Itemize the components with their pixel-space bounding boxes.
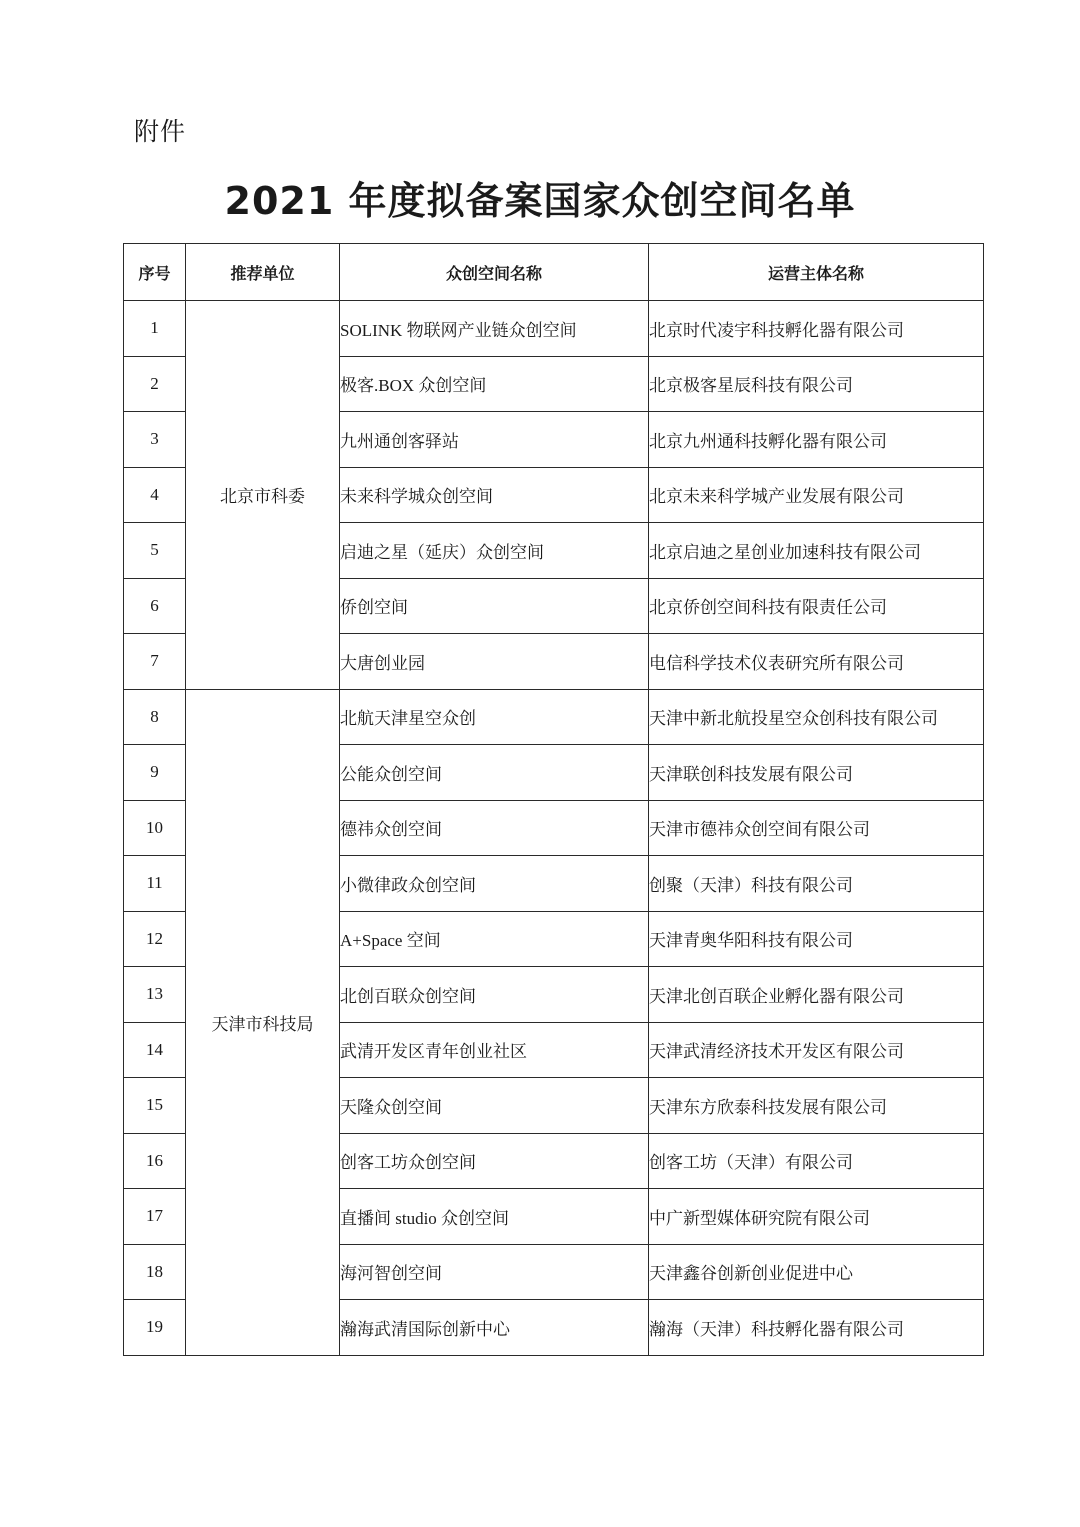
table-row (124, 689, 984, 745)
space-name: 创客工坊众创空间 (340, 1133, 649, 1189)
operator-name: 天津东方欣泰科技发展有限公司 (649, 1078, 984, 1134)
operator-name: 天津北创百联企业孵化器有限公司 (649, 967, 984, 1023)
row-number: 13 (124, 967, 186, 1023)
operator-name: 天津武清经济技术开发区有限公司 (649, 1022, 984, 1078)
operator-name: 天津中新北航投星空众创科技有限公司 (649, 689, 984, 745)
recommending-unit: 北京市科委 (186, 301, 340, 690)
space-name: 武清开发区青年创业社区 (340, 1022, 649, 1078)
row-number: 7 (124, 634, 186, 690)
row-number: 16 (124, 1133, 186, 1189)
space-name: 九州通创客驿站 (340, 412, 649, 468)
row-number: 4 (124, 467, 186, 523)
space-name: 直播间 studio 众创空间 (340, 1189, 649, 1245)
space-name: 未来科学城众创空间 (340, 467, 649, 523)
operator-name: 瀚海（天津）科技孵化器有限公司 (649, 1300, 984, 1356)
row-number: 3 (124, 412, 186, 468)
space-name: 启迪之星（延庆）众创空间 (340, 523, 649, 579)
space-name: A+Space 空间 (340, 911, 649, 967)
operator-name: 北京时代凌宇科技孵化器有限公司 (649, 301, 984, 357)
roster-body (124, 301, 984, 1356)
header-number: 序号 (124, 244, 186, 301)
operator-name: 天津鑫谷创新创业促进中心 (649, 1244, 984, 1300)
space-name: 海河智创空间 (340, 1244, 649, 1300)
operator-name: 中广新型媒体研究院有限公司 (649, 1189, 984, 1245)
space-name: 北创百联众创空间 (340, 967, 649, 1023)
space-name: 瀚海武清国际创新中心 (340, 1300, 649, 1356)
roster-table (123, 243, 984, 1356)
row-number: 10 (124, 800, 186, 856)
space-name: 德祎众创空间 (340, 800, 649, 856)
document-title: 2021 年度拟备案国家众创空间名单 (224, 179, 856, 223)
space-name: 小微律政众创空间 (340, 856, 649, 912)
row-number: 6 (124, 578, 186, 634)
space-name: SOLINK 物联网产业链众创空间 (340, 301, 649, 357)
space-name: 公能众创空间 (340, 745, 649, 801)
space-name: 天隆众创空间 (340, 1078, 649, 1134)
row-number: 5 (124, 523, 186, 579)
operator-name: 天津市德祎众创空间有限公司 (649, 800, 984, 856)
row-number: 18 (124, 1244, 186, 1300)
row-number: 15 (124, 1078, 186, 1134)
operator-name: 创聚（天津）科技有限公司 (649, 856, 984, 912)
header-space-name: 众创空间名称 (340, 244, 649, 301)
operator-name: 北京未来科学城产业发展有限公司 (649, 467, 984, 523)
row-number: 11 (124, 856, 186, 912)
row-number: 8 (124, 689, 186, 745)
space-name: 大唐创业园 (340, 634, 649, 690)
operator-name: 创客工坊（天津）有限公司 (649, 1133, 984, 1189)
operator-name: 天津青奥华阳科技有限公司 (649, 911, 984, 967)
space-name: 北航天津星空众创 (340, 689, 649, 745)
header-operator-name: 运营主体名称 (649, 244, 984, 301)
row-number: 19 (124, 1300, 186, 1356)
table-row (124, 301, 984, 357)
operator-name: 北京启迪之星创业加速科技有限公司 (649, 523, 984, 579)
operator-name: 电信科学技术仪表研究所有限公司 (649, 634, 984, 690)
operator-name: 北京侨创空间科技有限责任公司 (649, 578, 984, 634)
header-recommending-unit: 推荐单位 (186, 244, 340, 301)
attachment-label: 附件 (134, 117, 187, 146)
space-name: 侨创空间 (340, 578, 649, 634)
row-number: 17 (124, 1189, 186, 1245)
operator-name: 天津联创科技发展有限公司 (649, 745, 984, 801)
row-number: 14 (124, 1022, 186, 1078)
recommending-unit: 天津市科技局 (186, 689, 340, 1355)
row-number: 1 (124, 301, 186, 357)
operator-name: 北京极客星辰科技有限公司 (649, 356, 984, 412)
row-number: 12 (124, 911, 186, 967)
row-number: 2 (124, 356, 186, 412)
row-number: 9 (124, 745, 186, 801)
space-name: 极客.BOX 众创空间 (340, 356, 649, 412)
operator-name: 北京九州通科技孵化器有限公司 (649, 412, 984, 468)
table-header-row (124, 244, 984, 301)
